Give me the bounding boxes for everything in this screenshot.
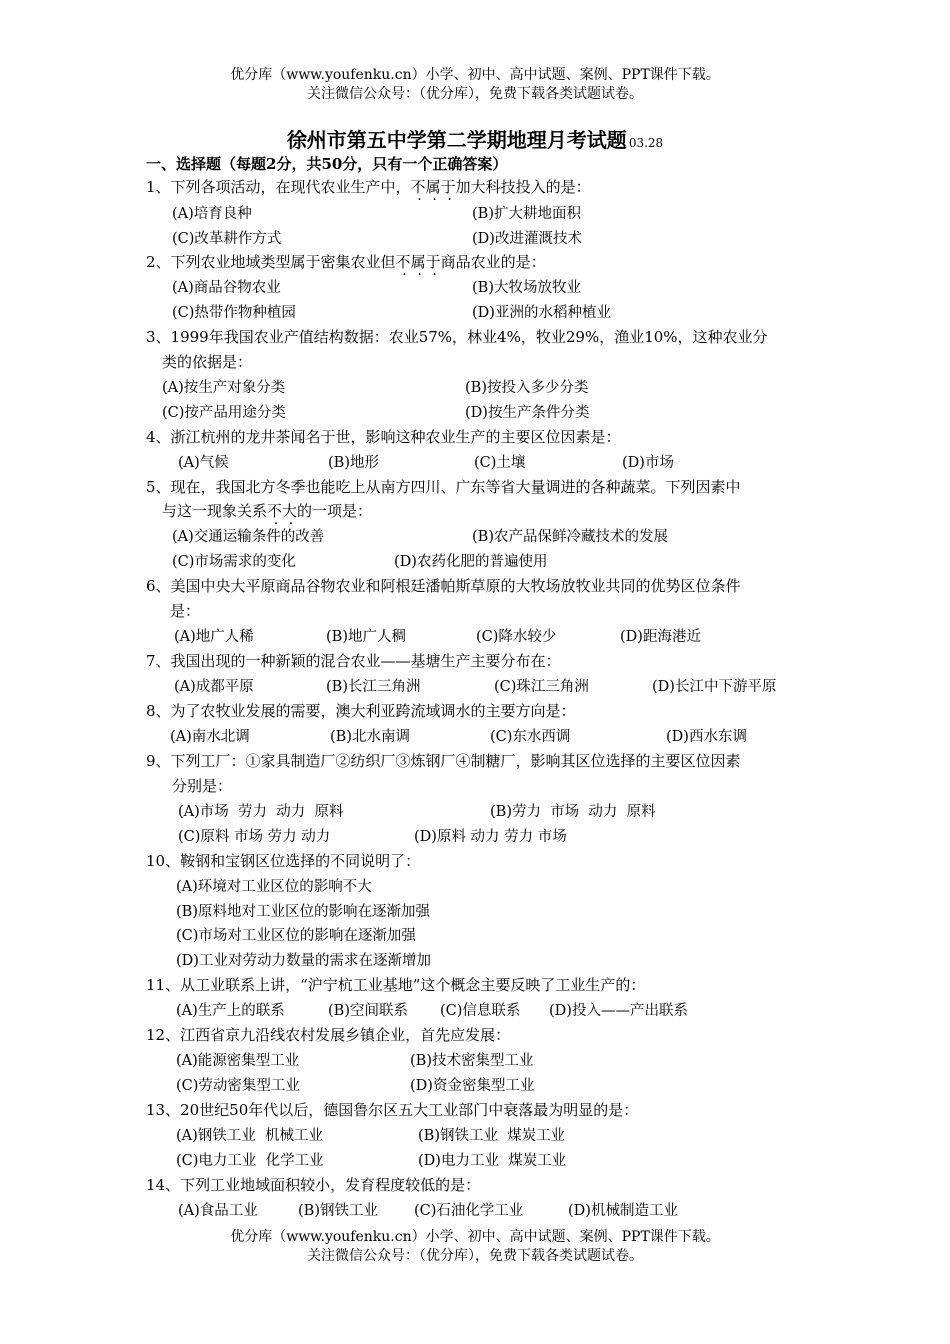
question-4: 4、浙江杭州的龙井茶闻名于世，影响这种农业生产的主要区位因素是： (146, 428, 621, 446)
emphasis-char: 不 (395, 253, 411, 271)
option-b: (B)原料地对工业区位的影响在逐渐加强 (176, 904, 430, 920)
option-b: (B)钢铁工业 煤炭工业 (418, 1128, 566, 1144)
page-header (0, 66, 950, 104)
title-date: 03.28 (628, 136, 664, 150)
question-9-cont: 分别是： (172, 777, 233, 795)
emphasis-text (267, 502, 297, 520)
question-5: 5、现在，我国北方冬季也能吃上从南方四川、广东等省大量调进的各种蔬菜。下列因素中 (146, 478, 741, 496)
question-13: 13、20世纪50年代以后，德国鲁尔区五大工业部门中衰落最为明显的是： (146, 1101, 639, 1119)
page-footer (0, 1228, 950, 1266)
option-a: (A)食品工业 (178, 1203, 258, 1219)
question-12: 12、江西省京九沿线农村发展乡镇企业，首先应发展： (146, 1026, 511, 1044)
question-10: 10、鞍钢和宝钢区位选择的不同说明了： (146, 852, 421, 870)
option-b: (B)钢铁工业 (298, 1203, 378, 1219)
question-14: 14、下列工业地域面积较小，发育程度较低的是： (146, 1176, 481, 1194)
option-c: (C)降水较少 (476, 629, 557, 645)
emphasis-text (396, 253, 441, 271)
option-c: (C)按产品用途分类 (162, 405, 286, 421)
question-text: 商品农业的是： (440, 253, 546, 271)
option-a: (A)按生产对象分类 (162, 380, 286, 396)
emphasis-char: 不 (410, 178, 426, 196)
option-b: (B)扩大耕地面积 (472, 206, 581, 222)
option-d: (D)机械制造工业 (568, 1203, 678, 1219)
option-d: (D)亚洲的水稻种植业 (472, 305, 611, 321)
header-line-2: 关注微信公众号：（优分库），免费下载各类试题试卷。 (307, 86, 643, 102)
question-6-cont: 是： (170, 602, 201, 620)
question-2 (146, 251, 546, 272)
option-c: (C)改革耕作方式 (172, 231, 282, 247)
option-a: (A)生产上的联系 (176, 1003, 285, 1019)
option-c: (C)珠江三角洲 (494, 679, 589, 695)
header-line-1: 优分库（www.youfenku.cn）小学、初中、高中试题、案例、PPT课件下载。 (230, 67, 720, 83)
question-3-cont: 类的依据是： (162, 353, 253, 371)
page-title (0, 124, 950, 153)
question-text: 2、下列农业地域类型属于密集农业但 (146, 253, 396, 271)
title-text: 徐州市第五中学第二学期地理月考试题 (286, 128, 627, 152)
option-c: (C)市场对工业区位的影响在逐渐加强 (176, 928, 416, 944)
option-a: (A)能源密集型工业 (176, 1053, 300, 1069)
question-text: 加大科技投入的是： (455, 178, 591, 196)
option-d: (D)投入——产出联系 (549, 1003, 688, 1019)
option-b: (B)农产品保鲜冷藏技术的发展 (472, 529, 668, 545)
footer-line-2: 关注微信公众号：（优分库），免费下载各类试题试卷。 (307, 1248, 643, 1264)
option-d: (D)电力工业 煤炭工业 (418, 1153, 567, 1169)
option-b: (B)按投入多少分类 (465, 380, 589, 396)
option-d: (D)工业对劳动力数量的需求在逐渐增加 (176, 953, 431, 969)
option-a: (A)南水北调 (170, 729, 250, 745)
question-text: 1、下列各项活动，在现代农业生产中， (146, 178, 411, 196)
option-a: (A)交通运输条件的改善 (172, 529, 325, 545)
option-d: (D)原料 动力 劳力 市场 (414, 829, 567, 845)
emphasis-text (411, 178, 456, 196)
option-a: (A)培育良种 (172, 206, 252, 222)
emphasis-char: 属 (425, 178, 441, 196)
question-1 (146, 176, 591, 197)
footer-line-1: 优分库（www.youfenku.cn）小学、初中、高中试题、案例、PPT课件下载。 (230, 1229, 720, 1245)
option-a: (A)商品谷物农业 (172, 280, 281, 296)
option-c: (C)土壤 (474, 455, 526, 471)
question-6: 6、美国中央大平原商品谷物农业和阿根廷潘帕斯草原的大牧场放牧业共同的优势区位条件 (146, 577, 741, 595)
question-5-cont (162, 500, 372, 521)
question-text: 与这一现象关系 (162, 502, 268, 520)
option-c: (C)信息联系 (440, 1003, 521, 1019)
option-a: (A)气候 (178, 455, 229, 471)
option-b: (B)长江三角洲 (326, 679, 421, 695)
emphasis-char: 不 (267, 502, 283, 520)
option-d: (D)距海港近 (620, 629, 701, 645)
option-c: (C)市场需求的变化 (172, 554, 296, 570)
option-c: (C)原料 市场 劳力 动力 (178, 829, 331, 845)
option-a: (A)市场 劳力 动力 原料 (178, 804, 344, 820)
option-a: (A)环境对工业区位的影响不大 (176, 879, 372, 895)
emphasis-char: 于 (440, 178, 456, 196)
option-b: (B)空间联系 (328, 1003, 408, 1019)
option-d: (D)按生产条件分类 (465, 405, 590, 421)
emphasis-char: 属 (410, 253, 426, 271)
option-b: (B)技术密集型工业 (410, 1053, 534, 1069)
option-b: (B)地形 (328, 455, 379, 471)
option-d: (D)市场 (622, 455, 674, 471)
option-c: (C)热带作物种植园 (172, 305, 296, 321)
question-11: 11、从工业联系上讲，“沪宁杭工业基地”这个概念主要反映了工业生产的： (146, 976, 646, 994)
option-c: (C)劳动密集型工业 (176, 1078, 300, 1094)
question-text: 的一项是： (297, 502, 373, 520)
option-d: (D)长江中下游平原 (652, 679, 777, 695)
option-a: (A)成都平原 (174, 679, 254, 695)
option-d: (D)西水东调 (666, 729, 747, 745)
question-8: 8、为了农牧业发展的需要，澳大利亚跨流域调水的主要方向是： (146, 702, 576, 720)
emphasis-char: 于 (425, 253, 441, 271)
option-b: (B)北水南调 (330, 729, 410, 745)
option-c: (C)石油化学工业 (414, 1203, 524, 1219)
option-d: (D)资金密集型工业 (410, 1078, 535, 1094)
option-b: (B)大牧场放牧业 (472, 280, 581, 296)
option-c: (C)东水西调 (490, 729, 571, 745)
question-7: 7、我国出现的一种新颖的混合农业——基塘生产主要分布在： (146, 652, 561, 670)
question-3: 3、1999年我国农业产值结构数据：农业57%，林业4%，牧业29%，渔业10%，这种农业分 (146, 328, 768, 346)
question-9: 9、下列工厂：①家具制造厂②纺织厂③炼钢厂④制糖厂，影响其区位选择的主要区位因素 (146, 752, 741, 770)
section-heading: 一、选择题（每题2分，共50分，只有一个正确答案） (146, 155, 508, 173)
option-c: (C)电力工业 化学工业 (176, 1153, 324, 1169)
option-a: (A)钢铁工业 机械工业 (176, 1128, 324, 1144)
option-b: (B)地广人稠 (326, 629, 406, 645)
emphasis-char: 大 (282, 502, 298, 520)
option-d: (D)农药化肥的普遍使用 (394, 554, 548, 570)
option-d: (D)改进灌溉技术 (472, 231, 582, 247)
option-a: (A)地广人稀 (174, 629, 254, 645)
option-b: (B)劳力 市场 动力 原料 (490, 804, 656, 820)
